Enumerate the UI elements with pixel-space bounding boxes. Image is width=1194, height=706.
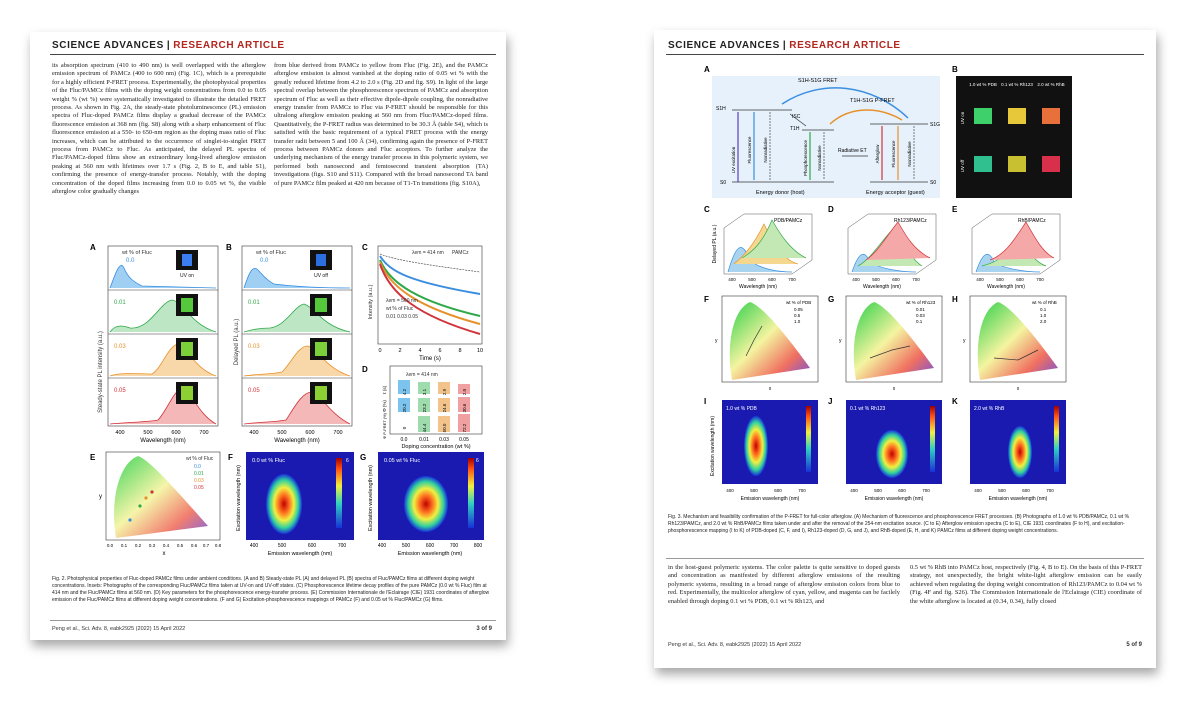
svg-text:0.05: 0.05 [794,307,803,312]
svg-text:wt % of RhB: wt % of RhB [1032,300,1057,305]
svg-text:UV off: UV off [960,159,965,173]
svg-text:wt % of PDB: wt % of PDB [786,300,812,305]
svg-text:0.03: 0.03 [194,478,204,484]
svg-text:6: 6 [438,348,442,354]
panel-a-label: A [90,243,96,252]
panel-a-conc-1: 0.01 [114,300,126,306]
panel-c-plot [378,246,482,344]
svg-text:Φ (%): Φ (%) [382,400,387,412]
svg-text:Φ P-FRET (%): Φ P-FRET (%) [382,412,387,440]
svg-text:E: E [952,205,958,214]
svg-text:PDB/PAMCz: PDB/PAMCz [774,218,803,224]
journal-name: SCIENCE ADVANCES [52,40,164,51]
svg-text:0.0: 0.0 [194,464,201,470]
svg-text:wt % of Rh123: wt % of Rh123 [906,300,936,305]
svg-text:2: 2 [398,348,402,354]
svg-text:2.0: 2.0 [462,388,467,396]
svg-text:Wavelength (nm): Wavelength (nm) [863,284,901,290]
svg-text:I: I [704,397,707,406]
svg-text:0.5: 0.5 [176,543,184,548]
panel-a-conc-3: 0.05 [114,388,126,394]
svg-text:C: C [704,205,710,214]
svg-text:0.03: 0.03 [916,313,925,318]
svg-text:600: 600 [307,543,317,549]
panel-a-inset-label: UV on [180,273,194,279]
svg-text:400: 400 [726,488,734,493]
svg-text:0.0: 0.0 [400,437,408,443]
svg-text:50.0: 50.0 [442,423,447,433]
panel-j-map [846,400,942,484]
svg-text:2.0: 2.0 [1040,319,1047,324]
svg-text:B: B [952,65,958,74]
svg-text:Doping concentration (wt %): Doping concentration (wt %) [401,444,471,450]
svg-text:20.2: 20.2 [402,403,407,413]
svg-text:T1H: T1H [790,126,800,132]
svg-text:y: y [715,338,718,344]
svg-text:400: 400 [852,277,860,282]
svg-text:23.2: 23.2 [422,403,427,413]
svg-text:500: 500 [401,543,411,549]
panel-g-map [378,452,484,540]
svg-text:0.4: 0.4 [162,543,170,548]
svg-text:8: 8 [458,348,462,354]
panel-a-plot [108,246,218,426]
svg-text:E: E [90,453,96,462]
panel-f-cie [722,296,818,382]
svg-text:H: H [952,295,958,304]
svg-text:0.03: 0.03 [248,344,260,350]
svg-text:400: 400 [976,277,984,282]
page-header: SCIENCE ADVANCES | RESEARCH ARTICLE [52,40,285,51]
panel-h-cie [970,296,1066,382]
svg-text:y: y [963,338,966,344]
svg-text:Nonradiative: Nonradiative [763,137,768,163]
svg-text:λem = 560 nm: λem = 560 nm [386,298,418,304]
svg-text:500: 500 [277,430,287,436]
svg-text:0.1: 0.1 [120,543,128,548]
svg-text:2.9: 2.9 [442,388,447,396]
svg-text:Emission wavelength (nm): Emission wavelength (nm) [864,496,924,502]
panel-a-conc-2: 0.03 [114,344,126,350]
svg-text:800: 800 [473,543,483,549]
svg-text:0.1 wt % Rh123: 0.1 wt % Rh123 [1001,82,1033,87]
svg-text:0: 0 [378,348,382,354]
svg-text:0.1: 0.1 [916,319,923,324]
svg-text:Fluorescence: Fluorescence [747,136,752,164]
svg-text:400: 400 [249,430,259,436]
svg-text:Wavelength (nm): Wavelength (nm) [274,438,320,444]
svg-text:y: y [99,494,102,500]
svg-text:x: x [768,386,772,392]
svg-text:700: 700 [912,277,920,282]
svg-text:400: 400 [249,543,259,549]
panel-a-xlabel: Wavelength (nm) [140,438,186,444]
svg-text:500: 500 [872,277,880,282]
svg-text:500: 500 [748,277,756,282]
svg-text:500: 500 [998,488,1006,493]
svg-text:0.7: 0.7 [202,543,210,548]
panel-b-plot [242,246,352,426]
svg-text:0.6: 0.6 [190,543,198,548]
svg-text:2.0 wt % RhB: 2.0 wt % RhB [974,406,1005,412]
svg-text:400: 400 [377,543,387,549]
svg-text:600: 600 [774,488,782,493]
svg-text:wt % of Fluc: wt % of Fluc [256,250,286,256]
svg-text:Delayed PL (a.u.): Delayed PL (a.u.) [712,224,718,264]
svg-text:700: 700 [199,430,209,436]
svg-text:Emission wavelength (nm): Emission wavelength (nm) [267,551,333,557]
svg-text:500: 500 [277,543,287,549]
svg-text:500: 500 [750,488,758,493]
figure-2 [90,242,490,572]
page-number: 3 of 9 [476,626,492,632]
svg-text:600: 600 [892,277,900,282]
body-column-2: from blue derived from PAMCz to yellow from Fluc (Fig. 2E), and the PAMCz afterglow emission is almost vanished at the doping ratio of 0.05 wt % with the greatly reduced lifetime from 4.2 to 2.0 s (Fig. 2D and fig. S9). In light of the large spectral overlap between the phosphorescence spectrum of PAMCz and absorption spectrum of Fluc as well as their effective dipole-dipole coupling, the nonradiative energy transfer from PAMCz to Fluc via P-FRET should be responsible for this ultralong afterglow emission peaking at 560 nm from Fluc/PAMCz-doped films. Quantitatively, the P-FRET radius was determined to be 30.3 Å (table S4), which is satisfied with the basic requirement of a typical FRET process with the energy transfer radii between 5 and 100 Å (34), confirming again the presence of P-FRET process between PAMCz donors and Fluc acceptors. To further analyze the underlying mechanism of the energy transfer process in this polymeric system, we performed both nanosecond and femtosecond transient absorption (TA) investigations (figs. S10 and S11). Compared with the broad nanosecond TA band of pure PAMCz film peaked at 420 nm because of T1-Tn transitions (fig. S10A), [274,62,488,187]
svg-text:24.6: 24.6 [442,403,447,413]
header-rule [50,54,496,55]
svg-text:λem = 414 nm: λem = 414 nm [412,250,444,256]
svg-text:6: 6 [346,458,349,464]
body-column-1: its absorption spectrum (410 to 490 nm) is well overlapped with the afterglow emission spectrum of PAMCz (400 to 600 nm) (Fig. 1C), which is a prerequisite for a highly efficient P-FRET process. Experimentally, the photophysical properties of the Fluc/PAMCz films with the doping weight concentrations from 0.0 to 0.05 weight % (wt %) were systematically investigated to illustrate the detailed FRET process. As shown in Fig. 2A, the steady-state photoluminescence (PL) emission spectra of Fluc-doped PAMCz films display a gradual decrease of the PAMCz fluorescence emission at 368 nm (fig. S8) along with a sharp enhancement of Fluc fluorescence emission at a 550- to 650-nm region as the doping mass ratio of Fluc increases, which can be attributed to the occurrence of singlet-to-singlet FRET process from PAMCz to Fluc. As anticipated, the delayed PL spectra of Fluc/PAMCz-doped films show an extraordinary long-lived afterglow emission peaking at 560 nm with lifetimes over 1.7 s (Fig. 2, B to E, and table S1), confirming the presence of energy-transfer process. Notably, with the doping concentration of the doped films increasing from 0.0 to 0.05 wt %, the visible afterglow color gradually changes [52,62,266,196]
svg-text:x: x [892,386,896,392]
svg-text:RhB/PAMCz: RhB/PAMCz [1018,218,1046,224]
svg-text:0.05: 0.05 [459,437,469,443]
svg-text:600: 600 [768,277,776,282]
svg-text:0.1 wt % Rh123: 0.1 wt % Rh123 [850,406,886,412]
panel-a-legend-title: wt % of Fluc [122,250,152,256]
svg-text:1.0: 1.0 [1040,313,1047,318]
svg-text:D: D [828,205,834,214]
panel-f-map [246,452,354,540]
svg-text:D: D [362,365,368,374]
svg-text:Energy donor (host): Energy donor (host) [756,190,805,196]
svg-text:Nonradiative: Nonradiative [907,141,912,167]
svg-text:Nonradiative: Nonradiative [817,145,822,171]
page-header: SCIENCE ADVANCES | RESEARCH ARTICLE [668,40,901,51]
svg-text:44.4: 44.4 [422,423,427,433]
svg-text:0.0 wt % Fluc: 0.0 wt % Fluc [252,458,286,464]
svg-text:0.05: 0.05 [248,388,260,394]
svg-text:Excitation wavelength (nm): Excitation wavelength (nm) [368,464,374,532]
svg-text:600: 600 [425,543,435,549]
svg-text:G: G [828,295,835,304]
svg-text:T1H-S1G P-FRET: T1H-S1G P-FRET [850,98,895,104]
svg-text:Wavelength (nm): Wavelength (nm) [739,284,777,290]
svg-text:0.05 wt % Fluc: 0.05 wt % Fluc [384,458,421,464]
svg-text:700: 700 [788,277,796,282]
svg-text:72.2: 72.2 [462,423,467,433]
svg-text:0.1: 0.1 [1040,307,1047,312]
panel-i-map [722,400,818,484]
svg-text:0.8: 0.8 [214,543,222,548]
svg-text:400: 400 [115,430,125,436]
svg-text:400: 400 [974,488,982,493]
svg-text:Emission wavelength (nm): Emission wavelength (nm) [988,496,1048,502]
svg-text:0.5: 0.5 [794,313,801,318]
svg-text:700: 700 [333,430,343,436]
svg-text:wt % of Fluc: wt % of Fluc [186,456,214,462]
svg-text:Fluorescence: Fluorescence [891,140,896,168]
panel-a-ylabel: Steady-state PL intensity (a.u.) [98,331,104,413]
svg-text:G: G [360,453,367,462]
panel-b-photos [956,76,1072,198]
svg-text:3.1: 3.1 [422,388,427,396]
svg-text:Phosphorescence: Phosphorescence [803,139,808,177]
svg-text:600: 600 [1022,488,1030,493]
svg-text:500: 500 [996,277,1004,282]
svg-text:700: 700 [1036,277,1044,282]
svg-text:10: 10 [476,348,484,354]
panel-b-ylabel: Delayed PL (a.u.) [234,318,240,366]
svg-text:Emission wavelength (nm): Emission wavelength (nm) [397,551,463,557]
svg-text:500: 500 [143,430,153,436]
svg-text:600: 600 [171,430,181,436]
svg-text:Radiative ET: Radiative ET [838,148,867,154]
svg-text:4: 4 [418,348,422,354]
page-footer: Peng et al., Sci. Adv. 8, eabk2925 (2022) 15 April 2022 [668,642,802,648]
svg-text:700: 700 [1046,488,1054,493]
svg-text:K: K [952,397,958,406]
figure-3-caption: Fig. 3. Mechanism and feasibility confirmation of the P-FRET for full-color afterglow. (A) Mechanism of fluorescence and phosphorescence FRET processes. (B) Photographs of 1.0 wt % PDB/PAMCz, 0.1 wt % Rh123/PAMCz, and 2.0 wt % RhB/PAMCz films taken under and after the removal of the 254-nm excitation source. (C to E) Afterglow emission spectra (C to E), CIE 1931 coordinates (F to H), and excitation-phosphorescence mapping (I to K) of PDB-doped (C, F, and I), Rh123-doped (D, G, and J), and RhB-doped (E, H, and K) PAMCz films at different doping weight concentrations. [668,514,1130,534]
svg-text:0.05: 0.05 [194,485,204,491]
figure-2-caption: Fig. 2. Photophysical properties of Fluc-doped PAMCz films under ambient conditions. (A and B) Steady-state PL (A) and delayed PL (B) spectra of Fluc/PAMCz films at different doping weight concentrations. Insets: Photographs of the corresponding Fluc/PAMCz films taken at UV-on and UV-off states. (C) Phosphorescence lifetime decay profiles of the pure PAMCz (0.0 wt % Fluc) film at 414 nm and the Fluc/PAMCz films at 560 nm. (D) Key parameters for the phosphorescence energy-transfer process. (E) Commission Internationale de l'Eclairage (CIE) 1931 coordinates of afterglow emission of the Fluc/PAMCz films at different doping weight concentrations. (F and G) Excitation-phosphorescence mappings of PAMCz (F) and 0.05 wt % Fluc/PAMCz (G) films. [52,576,490,603]
svg-text:0.0: 0.0 [106,543,114,548]
svg-text:Intensity (a.u.): Intensity (a.u.) [368,284,374,320]
svg-text:J: J [828,397,833,406]
svg-text:S0: S0 [720,180,727,186]
svg-text:0.3: 0.3 [148,543,156,548]
svg-text:F: F [704,295,709,304]
svg-text:τ (s): τ (s) [382,385,387,395]
svg-text:Wavelength (nm): Wavelength (nm) [987,284,1025,290]
svg-text:0.01 0.03 0.05: 0.01 0.03 0.05 [386,314,418,320]
panel-e-cie [106,452,220,540]
panel-k-map [970,400,1066,484]
svg-text:UV excitation: UV excitation [731,146,736,174]
svg-text:2.0 wt % RhB: 2.0 wt % RhB [1037,82,1065,87]
panel-g-cie [846,296,942,382]
svg-text:PAMCz: PAMCz [452,250,469,256]
svg-text:y: y [839,338,842,344]
svg-text:0.2: 0.2 [134,543,142,548]
body-column-1: in the host-guest polymeric systems. The color palette is quite sensitive to doped guests and concentration as manifested by different afterglow emissions of the resulting polymeric systems, resulting in a broad range of afterglow emission colors from blue to red. Experimentally, the multicolor afterglow of cyan, yellow, and magenta can be facilely enabled through doping 0.1 wt % PDB, 0.1 wt % Rh123, and [668,564,900,605]
svg-text:Excitation wavelength (nm): Excitation wavelength (nm) [236,464,242,532]
svg-text:0: 0 [402,426,407,430]
svg-text:S1H-S1G FRET: S1H-S1G FRET [798,78,838,84]
svg-text:400: 400 [850,488,858,493]
svg-text:600: 600 [898,488,906,493]
svg-text:700: 700 [798,488,806,493]
svg-text:Afterglow: Afterglow [875,144,880,164]
svg-text:UV off: UV off [314,273,328,279]
left-page [30,32,506,640]
svg-text:Time (s): Time (s) [419,356,441,362]
svg-text:λem = 414 nm: λem = 414 nm [406,372,438,378]
svg-text:1.0 wt % PDB: 1.0 wt % PDB [969,82,997,87]
svg-text:F: F [228,453,233,462]
svg-text:0.03: 0.03 [439,437,449,443]
right-page [654,30,1156,668]
panel-a-conc-0: 0.0 [126,258,135,264]
svg-text:700: 700 [449,543,459,549]
body-column-2: 0.5 wt % RhB into PAMCz host, respectively (Fig. 4, B to E). On the basis of this P-FRET strategy, not unexpectedly, the bright white-light afterglow emission can be easily achieved when regulating the doping weight concentration of Rh123/PAMCz to 0.04 wt % (Fig. 4F and fig. S26). The Commission Internationale de l'Eclairage (CIE) coordinate of the white afterglow is located at (0.34, 0.34), fully closed [910,564,1142,605]
svg-text:wt % of Fluc: wt % of Fluc [386,306,414,312]
svg-text:S1G: S1G [930,122,941,128]
svg-text:0.01: 0.01 [248,300,260,306]
svg-text:Rh123/PAMCz: Rh123/PAMCz [894,218,927,224]
svg-text:C: C [362,243,368,252]
svg-text:500: 500 [874,488,882,493]
page-number: 5 of 9 [1126,642,1142,648]
svg-text:S1H: S1H [716,106,726,112]
svg-text:1.0 wt % PDB: 1.0 wt % PDB [726,406,757,412]
svg-text:400: 400 [728,277,736,282]
svg-text:30.6: 30.6 [462,403,467,413]
svg-text:0.01: 0.01 [194,471,204,477]
svg-text:ISC: ISC [792,114,801,120]
svg-text:S0: S0 [930,180,937,186]
panel-e-spectra [972,214,1060,274]
svg-text:0.01: 0.01 [916,307,925,312]
svg-text:700: 700 [922,488,930,493]
svg-text:x: x [1016,386,1020,392]
svg-text:0.01: 0.01 [419,437,429,443]
svg-text:x: x [162,551,166,557]
svg-text:600: 600 [305,430,315,436]
svg-text:600: 600 [1016,277,1024,282]
svg-text:Emission wavelength (nm): Emission wavelength (nm) [740,496,800,502]
section-name: RESEARCH ARTICLE [173,40,285,51]
svg-text:6: 6 [476,458,479,464]
svg-text:UV on: UV on [960,111,965,125]
svg-text:A: A [704,65,710,74]
figure-3 [702,64,1112,504]
svg-text:Excitation wavelength (nm): Excitation wavelength (nm) [710,415,716,477]
svg-text:B: B [226,243,232,252]
svg-text:Energy acceptor (guest): Energy acceptor (guest) [866,190,925,196]
svg-text:0.0: 0.0 [260,258,269,264]
svg-text:4.2: 4.2 [402,388,407,396]
svg-text:700: 700 [337,543,347,549]
page-footer: Peng et al., Sci. Adv. 8, eabk2925 (2022) 15 April 2022 [52,626,186,632]
svg-text:1.0: 1.0 [794,319,801,324]
